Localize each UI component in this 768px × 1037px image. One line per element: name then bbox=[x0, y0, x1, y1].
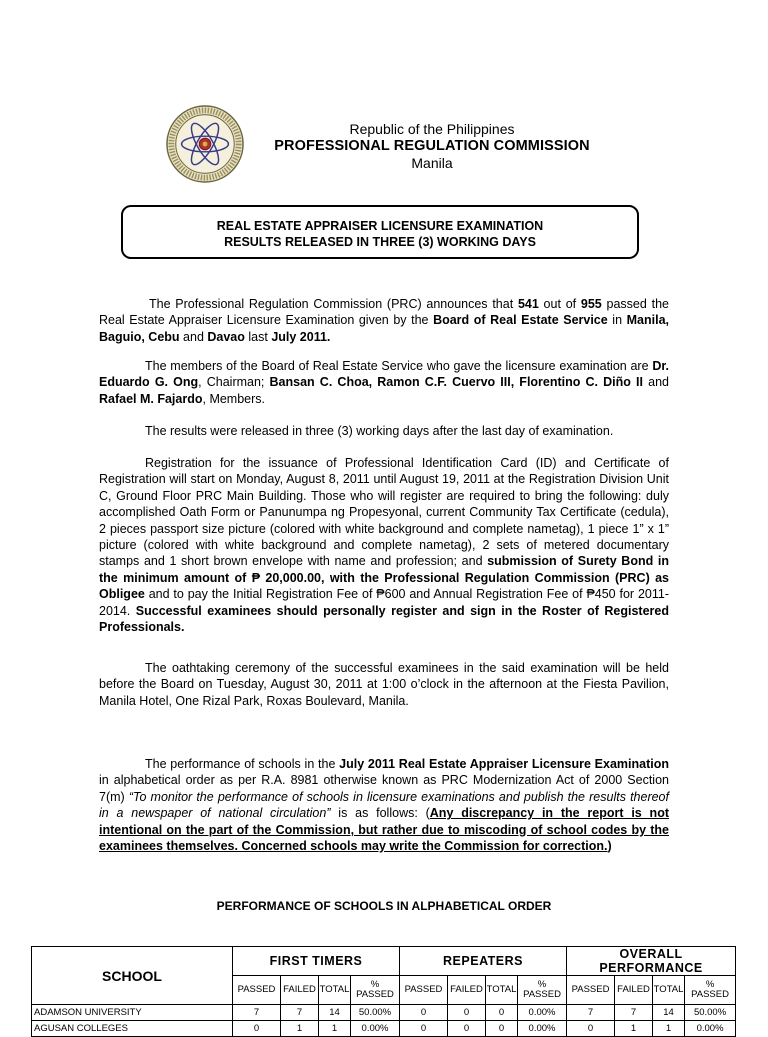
failed-header: FAILED bbox=[615, 976, 653, 1005]
commission-name: PROFESSIONAL REGULATION COMMISSION bbox=[274, 138, 590, 154]
cell: 1 bbox=[319, 1021, 351, 1037]
letterhead bbox=[260, 121, 604, 172]
prc-seal bbox=[166, 105, 244, 183]
cell: 0 bbox=[400, 1005, 448, 1021]
cell: 0.00% bbox=[685, 1021, 736, 1037]
first-timers-header: FIRST TIMERS bbox=[233, 947, 400, 976]
overall-performance-header: OVERALL PERFORMANCE bbox=[567, 947, 736, 976]
paragraph-oathtaking: The oathtaking ceremony of the successful examinees in the said examination will be held before the Board on Tuesday, August 30, 2011 at 1:00 o’clock in the afternoon at the Fiesta Pavilion, Manila Hotel, One Rizal Park, Roxas Boulevard, Manila. bbox=[99, 661, 669, 708]
cell: 7 bbox=[281, 1005, 319, 1021]
cell: 0.00% bbox=[351, 1021, 400, 1037]
cell: 0 bbox=[567, 1021, 615, 1037]
school-performance-table bbox=[31, 946, 736, 1037]
cell: 50.00% bbox=[351, 1005, 400, 1021]
paragraph-school-performance: The performance of schools in the July 2011 Real Estate Appraiser Licensure Examination in alphabetical order as per R.A. 8981 otherwise known as PRC Modernization Act of 2000 Section 7(m) “To monitor the performance of schools in licensure examinations and publish the results thereof in a newspaper of national circulation” is as follows: (Any discrepancy in the report is not intentional on the part of the Commission, but rather due to miscoding of school codes by the examinees themselves. Concerned schools may write the Commission for correction.) bbox=[99, 757, 669, 854]
cell: 14 bbox=[653, 1005, 685, 1021]
paragraph-announcement: The Professional Regulation Commission (PRC) announces that 541 out of 955 passed the Real Estate Appraiser Licensure Examination given by the Board of Real Estate Service in Manila, Baguio, Cebu and Davao last July 2011. bbox=[99, 297, 669, 344]
repeaters-header: REPEATERS bbox=[400, 947, 567, 976]
cell: 0 bbox=[233, 1021, 281, 1037]
title-line-2: RESULTS RELEASED IN THREE (3) WORKING DAYS bbox=[224, 235, 536, 249]
total-header: TOTAL bbox=[319, 976, 351, 1005]
percent-passed-header: % PASSED bbox=[518, 976, 567, 1005]
cell: 0 bbox=[486, 1021, 518, 1037]
school-name: ADAMSON UNIVERSITY bbox=[32, 1005, 233, 1021]
paragraph-release: The results were released in three (3) working days after the last day of examination. bbox=[145, 424, 614, 438]
table-row bbox=[32, 1005, 736, 1021]
school-column-header: SCHOOL bbox=[32, 947, 233, 1005]
republic-line: Republic of the Philippines bbox=[349, 121, 515, 137]
percent-passed-header: % PASSED bbox=[685, 976, 736, 1005]
total-header: TOTAL bbox=[653, 976, 685, 1005]
city-line: Manila bbox=[411, 155, 453, 171]
table-row bbox=[32, 1021, 736, 1037]
title-box bbox=[121, 205, 639, 259]
passed-header: PASSED bbox=[400, 976, 448, 1005]
cell: 0 bbox=[486, 1005, 518, 1021]
failed-header: FAILED bbox=[448, 976, 486, 1005]
cell: 14 bbox=[319, 1005, 351, 1021]
paragraph-registration: Registration for the issuance of Professional Identification Card (ID) and Certificate of Registration will start on Monday, August 8, 2011 until August 19, 2011 at the Registration Division Unit C, Ground Floor PRC Main Building. Those who will register are required to bring the following: duly accomplished Oath Form or Panunumpa ng Propesyonal, current Community Tax Certificate (cedula), 2 pieces passport size picture (colored with white background and complete nametag), 1 piece 1” x 1” picture (colored with white background and complete nametag), 2 sets of metered documentary stamps and 1 short brown envelope with name and profession; and submission of Surety Bond in the minimum amount of ₱ 20,000.00, with the Professional Regulation Commission (PRC) as Obligee and to pay the Initial Registration Fee of ₱600 and Annual Registration Fee of ₱450 for 2011-2014. Successful examinees should personally register and sign in the Roster of Registered Professionals. bbox=[99, 456, 669, 635]
cell: 1 bbox=[281, 1021, 319, 1037]
cell: 0 bbox=[448, 1021, 486, 1037]
passed-header: PASSED bbox=[567, 976, 615, 1005]
table-heading: PERFORMANCE OF SCHOOLS IN ALPHABETICAL ORDER bbox=[216, 899, 552, 913]
total-header: TOTAL bbox=[486, 976, 518, 1005]
cell: 1 bbox=[653, 1021, 685, 1037]
failed-header: FAILED bbox=[281, 976, 319, 1005]
school-name: AGUSAN COLLEGES bbox=[32, 1021, 233, 1037]
percent-passed-header: % PASSED bbox=[351, 976, 400, 1005]
cell: 50.00% bbox=[685, 1005, 736, 1021]
cell: 0 bbox=[400, 1021, 448, 1037]
cell: 0 bbox=[448, 1005, 486, 1021]
title-line-1: REAL ESTATE APPRAISER LICENSURE EXAMINATION bbox=[216, 219, 544, 233]
cell: 1 bbox=[615, 1021, 653, 1037]
cell: 0.00% bbox=[518, 1021, 567, 1037]
cell: 7 bbox=[615, 1005, 653, 1021]
cell: 7 bbox=[567, 1005, 615, 1021]
cell: 0.00% bbox=[518, 1005, 567, 1021]
paragraph-board-members: The members of the Board of Real Estate Service who gave the licensure examination are Dr. Eduardo G. Ong, Chairman; Bansan C. Choa, Ramon C.F. Cuervo III, Florentino C. Diño II and Rafael M. Fajardo, Members. bbox=[99, 359, 669, 406]
passed-header: PASSED bbox=[233, 976, 281, 1005]
cell: 7 bbox=[233, 1005, 281, 1021]
